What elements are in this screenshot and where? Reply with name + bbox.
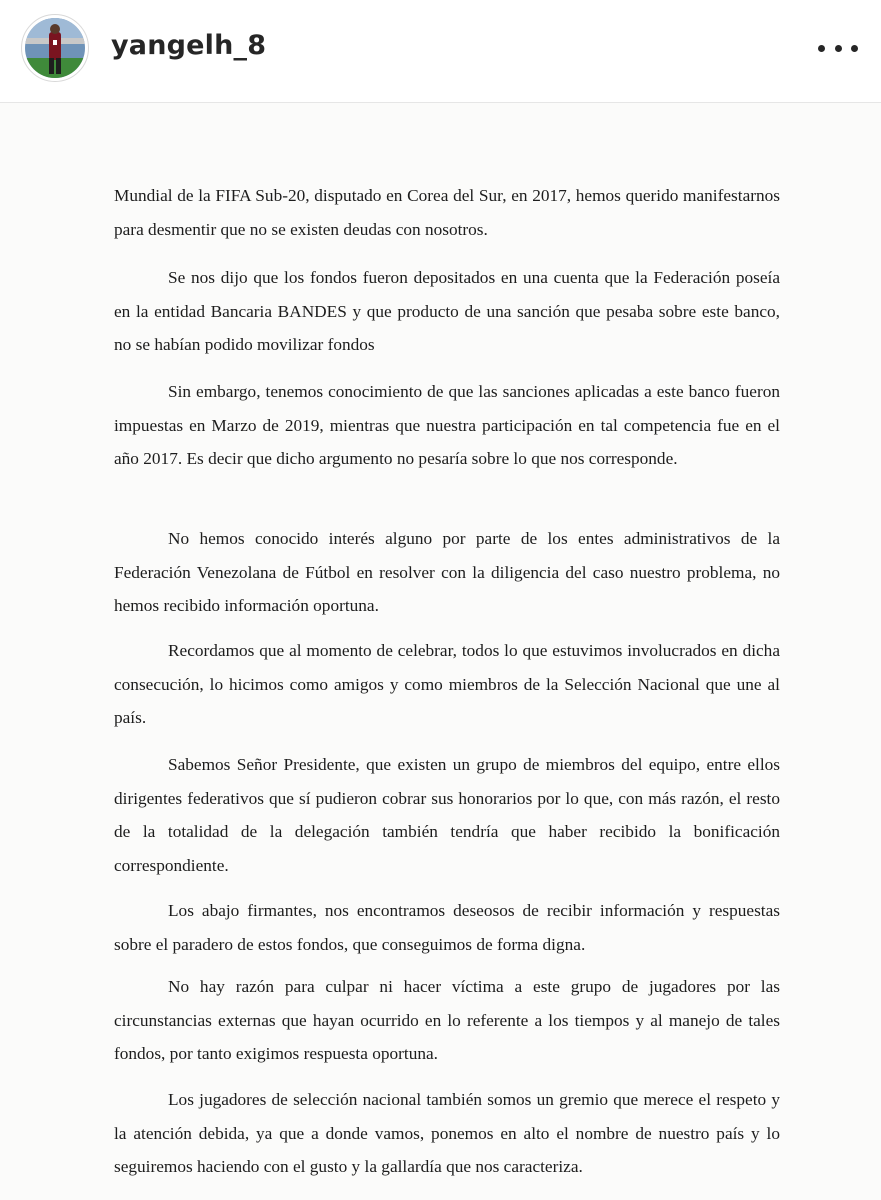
player-avatar-icon bbox=[25, 18, 85, 78]
letter-paragraph-4: No hemos conocido interés alguno por parte de los entes administrativos de la Federación Venezolana de Fútbol en resolver con la diligencia del caso nuestro problema, no hemos recibido información oportuna. bbox=[114, 529, 780, 615]
letter-paragraph-1: Mundial de la FIFA Sub-20, disputado en Corea del Sur, en 2017, hemos querido manifestarnos para desmentir que no se existen deudas con nosotros. bbox=[114, 186, 780, 239]
more-options-icon[interactable] bbox=[818, 38, 858, 58]
letter-paragraph-3: Sin embargo, tenemos conocimiento de que las sanciones aplicadas a este banco fueron impuestas en Marzo de 2019, mientras que nuestra participación en tal competencia fue en el año 2017. Es decir que dicho argumento no pesaría sobre lo que nos corresponde. bbox=[114, 382, 780, 468]
letter-paragraph-6: Sabemos Señor Presidente, que existen un grupo de miembros del equipo, entre ellos dirigentes federativos que sí pudieron cobrar sus honorarios por lo que, con más razón, el resto de la totalidad de la delegación también tendría que haber recibido la bonificación correspondiente. bbox=[114, 755, 780, 875]
dot-icon bbox=[851, 45, 858, 52]
post-header bbox=[0, 0, 881, 103]
dot-icon bbox=[835, 45, 842, 52]
letter-paragraph-5: Recordamos que al momento de celebrar, todos lo que estuvimos involucrados en dicha consecución, lo hicimos como amigos y como miembros de la Selección Nacional que une al país. bbox=[114, 641, 780, 727]
letter-paragraph-8: No hay razón para culpar ni hacer víctima a este grupo de jugadores por las circunstancias externas que hayan ocurrido en lo referente a los tiempos y al manejo de tales fondos, por tanto exigimos respuesta oportuna. bbox=[114, 977, 780, 1063]
letter-paragraph-9: Los jugadores de selección nacional también somos un gremio que merece el respeto y la atención debida, ya que a donde vamos, ponemos en alto el nombre de nuestro país y lo seguiremos haciendo con el gusto y la gallardía que nos caracteriza. bbox=[114, 1090, 780, 1176]
letter-paragraph-7: Los abajo firmantes, nos encontramos deseosos de recibir información y respuestas sobre el paradero de estos fondos, que conseguimos de forma digna. bbox=[114, 901, 780, 954]
avatar[interactable] bbox=[21, 14, 89, 82]
username[interactable]: yangelh_8 bbox=[111, 30, 267, 61]
letter-paragraph-2: Se nos dijo que los fondos fueron depositados en una cuenta que la Federación poseía en la entidad Bancaria BANDES y que producto de una sanción que pesaba sobre este banco, no se habían podido movilizar fondos bbox=[114, 268, 780, 354]
dot-icon bbox=[818, 45, 825, 52]
